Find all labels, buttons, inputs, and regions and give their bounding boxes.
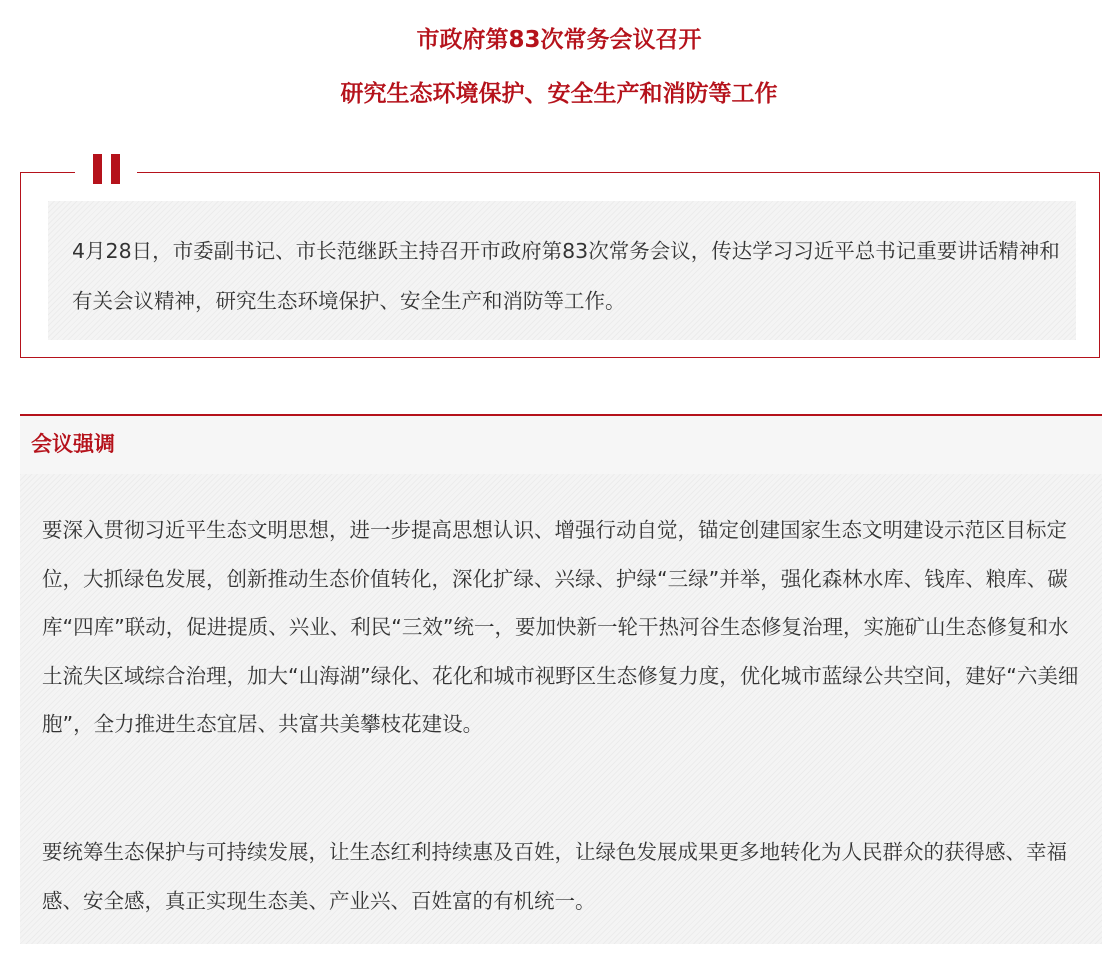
section-paragraph: 要深入贯彻习近平生态文明思想，进一步提高思想认识、增强行动自觉，锚定创建国家生态文明建设示范区目标定位，大抓绿色发展，创新推动生态价值转化，深化扩绿、兴绿、护绿“三绿”并举，强化森林水库、钱库、粮库、碳库“四库”联动，促进提质、兴业、利民“三效”统一，要加快新一轮干热河谷生态修复治理，实施矿山生态修复和水土流失区域综合治理，加大“山海湖”绿化、花化和城市视野区生态修复力度，优化城市蓝绿公共空间，建好“六美细胞”，全力推进生态宜居、共富共美攀枝花建设。	[42, 518, 1079, 736]
article-title-line-1: 市政府第83次常务会议召开	[416, 27, 702, 53]
double-bar-icon	[93, 154, 121, 184]
section-header	[20, 416, 1102, 474]
intro-text: 4月28日，市委副书记、市长范继跃主持召开市政府第83次常务会议，传达学习习近平总书记重要讲话精神和有关会议精神，研究生态环境保护、安全生产和消防等工作。	[72, 239, 1060, 313]
section-paragraph: 要统筹生态保护与可持续发展，让生态红利持续惠及百姓，让绿色发展成果更多地转化为人民群众的获得感、幸福感、安全感，真正实现生态美、产业兴、百姓富的有机统一。	[42, 840, 1067, 913]
article-title-line-2: 研究生态环境保护、安全生产和消防等工作	[340, 81, 778, 107]
section-title: 会议强调	[31, 432, 115, 456]
